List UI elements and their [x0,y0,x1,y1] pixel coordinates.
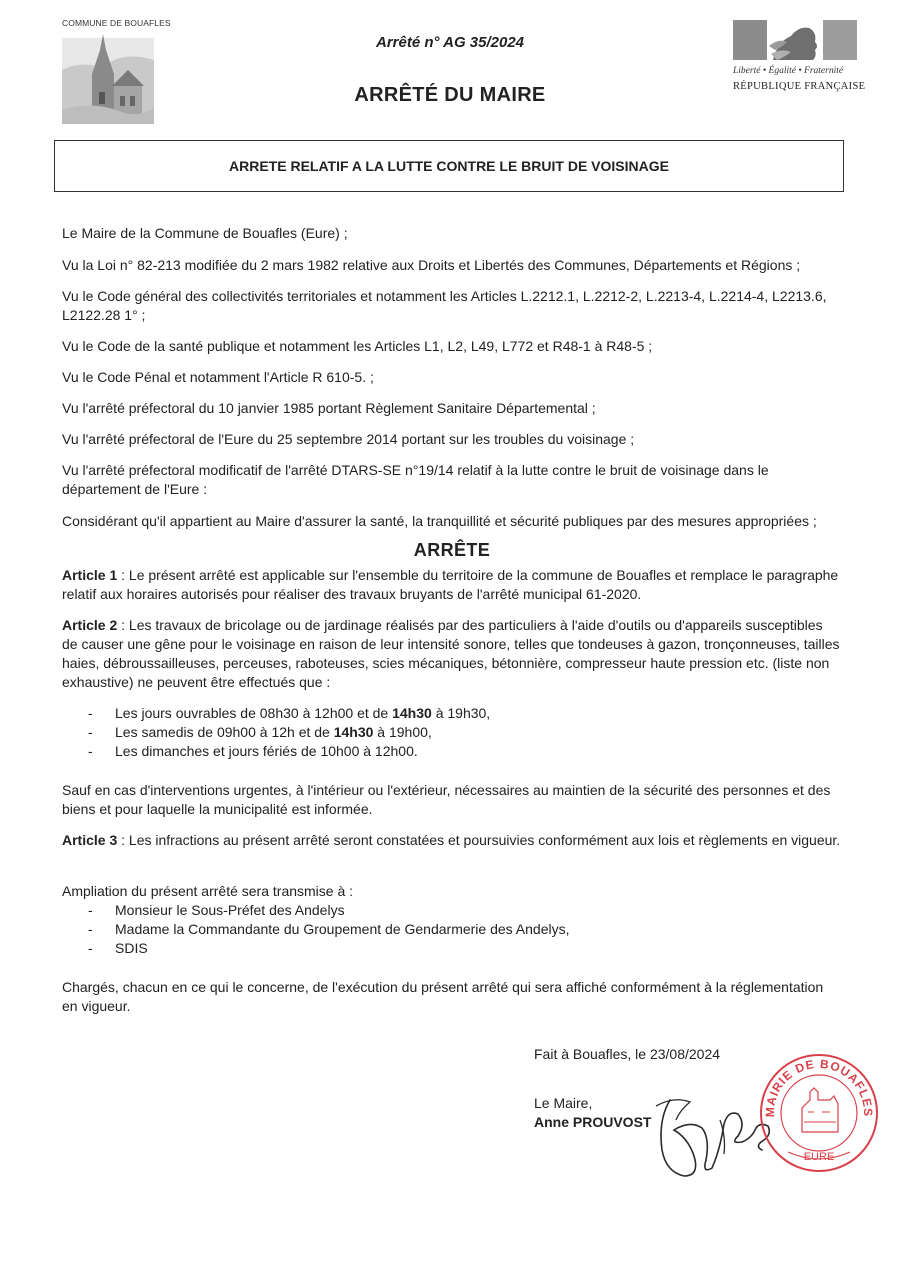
ampliation-intro: Ampliation du présent arrêté sera transmise à : [62,883,354,899]
page-title: ARRÊTÉ DU MAIRE [354,84,546,106]
republic-name: RÉPUBLIQUE FRANÇAISE [733,81,866,92]
subject-box [54,140,844,192]
article-1-text: : Le présent arrêté est applicable sur l'ensemble du territoire de la commune de Bouafles et remplace le paragraphe relatif aux horaires autorisés pour réaliser des travaux bruyants de l'arrêté municipal 61-2020. [62,567,839,602]
schedule-item: - Les jours ouvrables de 08h30 à 12h00 et de 14h30 à 19h30, [62,704,842,723]
recipient-item: - Monsieur le Sous-Préfet des Andelys [62,901,842,920]
schedule-item: - Les samedis de 09h00 à 12h et de 14h30 à 19h00, [62,723,842,742]
preamble-vu-3: Vu le Code de la santé publique et notamment les Articles L1, L2, L49, L772 et R48-1 à R48-5 ; [62,338,653,354]
subject-title: ARRETE RELATIF A LA LUTTE CONTRE LE BRUIT DE VOISINAGE [229,158,669,174]
mairie-stamp-icon [758,1052,880,1174]
article-1 [62,566,842,604]
document-body [62,224,842,1016]
stamp-top-text: MAIRIE DE BOUAFLES [762,1056,876,1118]
article-3 [62,831,842,850]
republique-francaise-logo [733,20,866,100]
article-2-text: : Les travaux de bricolage ou de jardinage réalisés par des particuliers à l'aide d'outils ou d'appareils susceptibles de causer une gêne pour le voisinage en raison de leur intensité sonore, telles que tondeuses à gazon, tronçonneuses, tailles haies, débroussailleuses, perceuses, raboteuses, scies mécaniques, bétonnière, compresseur haute pression etc. (liste non exhaustive) ne peuvent être effectués que : [62,617,840,690]
preamble-vu-5: Vu l'arrêté préfectoral du 10 janvier 1985 portant Règlement Sanitaire Départemental ; [62,400,596,416]
commune-logo-label: COMMUNE DE BOUAFLES [62,18,171,28]
preamble-vu-6: Vu l'arrêté préfectoral de l'Eure du 25 septembre 2014 portant sur les troubles du voisinage ; [62,431,635,447]
recipient-item: - Madame la Commandante du Groupement de Gendarmerie des Andelys, [62,920,842,939]
article-2-label: Article 2 [62,617,118,633]
signatory [534,1094,651,1132]
marianne-logo-icon [733,20,857,64]
svg-text:MAIRIE DE BOUAFLES [763,1057,875,1117]
ampliation-list [62,901,842,958]
execution-clause: Chargés, chacun en ce qui le concerne, de l'exécution du présent arrêté qui sera affiché conformément à la réglementation en vigueur. [62,979,824,1014]
article-2-exception: Sauf en cas d'interventions urgentes, à l'intérieur ou l'extérieur, nécessaires au maintien de la sécurité des personnes et des biens et pour laquelle la municipalité est informée. [62,782,831,817]
article-3-label: Article 3 [62,832,118,848]
preamble-considerant: Considérant qu'il appartient au Maire d'assurer la santé, la tranquillité et sécurité publiques par des mesures appropriées ; [62,513,817,529]
stamp-bottom-text: EURE [803,1151,835,1163]
arrete-number: Arrêté n° AG 35/2024 [375,34,524,51]
article-3-text: : Les infractions au présent arrêté seront constatées et poursuivies conformément aux lois et règlements en vigueur. [117,832,841,848]
arrete-heading: ARRÊTE [413,540,491,560]
schedule-list [62,704,842,761]
place-date: Fait à Bouafles, le 23/08/2024 [534,1046,721,1062]
signatory-role: Le Maire, [534,1095,593,1111]
preamble-vu-7: Vu l'arrêté préfectoral modificatif de l'arrêté DTARS-SE n°19/14 relatif à la lutte contre le bruit de voisinage dans le département de l'Eure : [62,462,769,497]
recipient-item: - SDIS [62,939,842,958]
signatory-name: Anne PROUVOST [534,1114,652,1130]
preamble-vu-1: Vu la Loi n° 82-213 modifiée du 2 mars 1982 relative aux Droits et Libertés des Communes, Départements et Régions ; [62,257,801,273]
preamble-intro: Le Maire de la Commune de Bouafles (Eure) ; [62,225,348,241]
preamble-vu-2: Vu le Code général des collectivités territoriales et notamment les Articles L.2212.1, L.2212-2, L.2213-4, L.2214-4, L2213.6, L2122.28 1° ; [62,288,827,323]
schedule-item: - Les dimanches et jours fériés de 10h00 à 12h00. [62,742,842,761]
preamble-vu-4: Vu le Code Pénal et notamment l'Article R 610-5. ; [62,369,374,385]
republic-motto: Liberté • Égalité • Fraternité [733,66,844,76]
article-1-label: Article 1 [62,567,118,583]
article-2 [62,616,842,692]
